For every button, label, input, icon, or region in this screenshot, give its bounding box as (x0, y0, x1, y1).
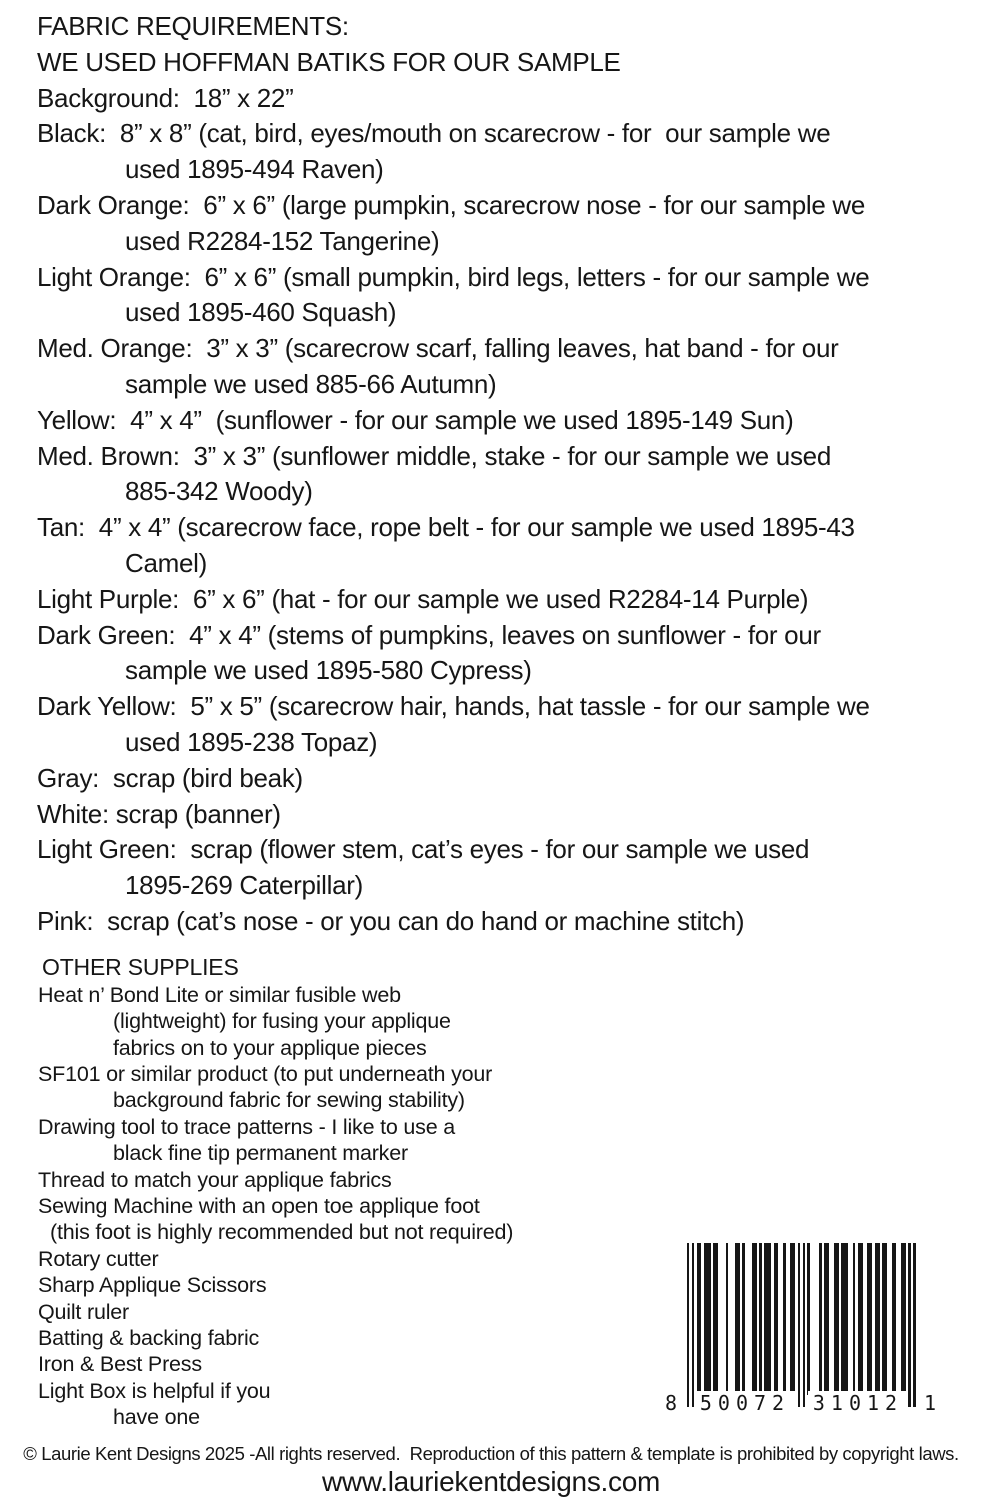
fabric-line-yellow: Yellow: 4” x 4” (sunflower - for our sample we used 1895-149 Sun) (37, 404, 794, 435)
supply-quilt-ruler: Quilt ruler (38, 1299, 129, 1324)
page-footer (0, 1442, 982, 1498)
fabric-line-light-orange: Light Orange: 6” x 6” (small pumpkin, bird legs, letters - for our sample we (37, 261, 870, 292)
supply-heat-n-bond: Heat n’ Bond Lite or similar fusible web (38, 982, 401, 1007)
supply-sf101: SF101 or similar product (to put underneath your (38, 1061, 493, 1086)
fabric-line-tan-cont: Camel) (125, 547, 207, 578)
supply-sf101-cont: background fabric for sewing stability) (113, 1088, 465, 1113)
fabric-line-pink: Pink: scrap (cat’s nose - or you can do hand or machine stitch) (37, 905, 745, 936)
fabric-line-dark-green: Dark Green: 4” x 4” (stems of pumpkins, leaves on sunflower - for our (37, 619, 821, 650)
barcode-digits-left: 50072 (695, 1391, 795, 1415)
fabric-line-med-brown-cont: 885-342 Woody) (125, 476, 313, 507)
other-supplies-heading: OTHER SUPPLIES (42, 953, 239, 980)
fabric-line-background: Background: 18” x 22” (37, 82, 294, 113)
supply-sewing-machine: Sewing Machine with an open toe applique foot (38, 1193, 480, 1218)
fabric-line-light-purple: Light Purple: 6” x 6” (hat - for our sample we used R2284-14 Purple) (37, 583, 809, 614)
fabric-line-dark-yellow: Dark Yellow: 5” x 5” (scarecrow hair, hands, hat tassle - for our sample we (37, 691, 870, 722)
barcode-bars (687, 1243, 918, 1407)
fabric-line-med-brown: Med. Brown: 3” x 3” (sunflower middle, stake - for our sample we used (37, 440, 831, 471)
barcode-digit-trail: 1 (923, 1391, 936, 1415)
fabric-line-dark-yellow-cont: used 1895-238 Topaz) (125, 726, 378, 757)
fabric-line-black-cont: used 1895-494 Raven) (125, 154, 384, 185)
fabric-line-tan: Tan: 4” x 4” (scarecrow face, rope belt - for our sample we used 1895-43 (37, 512, 855, 543)
fabric-line-med-orange: Med. Orange: 3” x 3” (scarecrow scarf, falling leaves, hat band - for our (37, 333, 839, 364)
barcode-digit-lead: 8 (665, 1391, 678, 1415)
fabric-line-dark-orange-cont: used R2284-152 Tangerine) (125, 225, 440, 256)
fabric-line-med-orange-cont: sample we used 885-66 Autumn) (125, 368, 497, 399)
supply-rotary-cutter: Rotary cutter (38, 1246, 159, 1271)
supply-light-box: Light Box is helpful if you (38, 1378, 271, 1403)
supply-thread: Thread to match your applique fabrics (38, 1167, 392, 1192)
fabric-line-dark-green-cont: sample we used 1895-580 Cypress) (125, 655, 532, 686)
fabric-line-light-orange-cont: used 1895-460 Squash) (125, 297, 397, 328)
supply-sewing-machine-note: (this foot is highly recommended but not required) (50, 1220, 514, 1245)
fabric-requirements-title: FABRIC REQUIREMENTS: (37, 11, 349, 41)
supply-iron-best-press: Iron & Best Press (38, 1352, 202, 1377)
fabric-line-black: Black: 8” x 8” (cat, bird, eyes/mouth on scarecrow - for our sample we (37, 118, 831, 149)
supply-heat-n-bond-cont1: (lightweight) for fusing your applique (113, 1009, 451, 1034)
copyright-notice: © Laurie Kent Designs 2025 -All rights reserved. Reproduction of this pattern & template is prohibited by copyright laws. (23, 1443, 959, 1464)
supply-drawing-tool-cont: black fine tip permanent marker (113, 1141, 408, 1166)
supply-heat-n-bond-cont2: fabrics on to your applique pieces (113, 1035, 427, 1060)
supply-drawing-tool: Drawing tool to trace patterns - I like to use a (38, 1114, 456, 1139)
fabric-line-white: White: scrap (banner) (37, 798, 281, 829)
fabric-line-gray: Gray: scrap (bird beak) (37, 762, 303, 793)
supply-light-box-cont: have one (113, 1405, 200, 1430)
barcode-digits-right: 31012 (808, 1391, 908, 1415)
fabric-line-light-green: Light Green: scrap (flower stem, cat’s eyes - for our sample we used (37, 834, 810, 865)
fabric-line-light-green-cont: 1895-269 Caterpillar) (125, 870, 363, 901)
upc-barcode (665, 1243, 936, 1415)
fabric-requirements-subtitle: WE USED HOFFMAN BATIKS FOR OUR SAMPLE (37, 46, 621, 77)
fabric-line-dark-orange: Dark Orange: 6” x 6” (large pumpkin, scarecrow nose - for our sample we (37, 189, 866, 220)
website-url: www.lauriekentdesigns.com (322, 1466, 660, 1497)
supply-batting-backing: Batting & backing fabric (38, 1326, 260, 1350)
supply-scissors: Sharp Applique Scissors (38, 1273, 267, 1298)
